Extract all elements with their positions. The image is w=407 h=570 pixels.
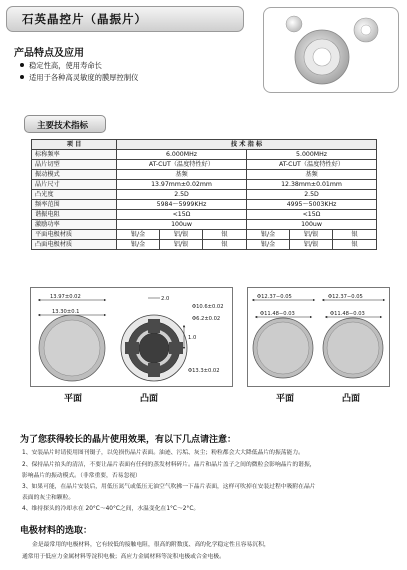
tip-item: 影响晶片的振动模式。（非常重要，否易忽视） (22, 473, 141, 479)
crystal-drawing-12mm (248, 288, 389, 386)
table-row: 谐振电阻 <15Ω <15Ω (32, 210, 377, 220)
dim-label-d1: Φ10.6±0.02 (192, 304, 224, 310)
table-row: 激励功率 100uw 100uw (32, 220, 377, 230)
convex-tab-right (169, 342, 183, 354)
bullet-icon (20, 63, 24, 67)
feature-item: 稳定性高，使用寿命长 (20, 61, 102, 71)
electrode-heading: 电极材料的选取： (20, 526, 93, 536)
features-heading: 产品特点及应用 (14, 48, 84, 59)
caption-flat-13mm: 平面 (64, 394, 83, 404)
dim-label-top: 13.97±0.02 (50, 294, 81, 300)
crystal-drawing-13mm (31, 288, 232, 386)
dim-label-c: Φ12.37−0.05 (328, 294, 363, 300)
caption-convex-13mm: 凸面 (140, 394, 159, 404)
electrode-text: 通常用于低应力金属材料等淀积电极；高应力金属材料等淀积电极或合金电极。 (22, 554, 225, 560)
tip-item: 表面的灰尘和颗粒。 (22, 495, 75, 501)
convex-tab-bottom (148, 363, 160, 377)
product-photo (263, 7, 399, 93)
table-row: 凸面电极材质 银/金 铝/银 银 银/金 铝/银 银 (32, 240, 377, 250)
flat-electrode-12mm (257, 322, 309, 374)
header-item: 项 目 (32, 140, 117, 150)
diagram-12mm (247, 287, 390, 387)
tip-item: 2、保持晶片拍头的清洁，不要让晶片表面有任何的蒸发材料碎片。晶片和晶片盖子之间的微粒会影响晶片的谐振， (22, 462, 316, 468)
table-row: 平面电极材质 银/金 铝/银 银 银/金 铝/银 银 (32, 230, 377, 240)
electrode-text: 金是最常用的电极材料，它有较低的接触电阻，很高的附数度、高的化学稳定性且容易沉积， (32, 542, 270, 548)
dim-label-inner: 13.30±0.1 (52, 309, 80, 315)
table-row: 标称频率 6.000MHz 5.000MHz (32, 150, 377, 160)
dim-label-d2: Φ6.2±0.02 (192, 316, 221, 322)
page-title: 石英晶控片（晶振片） (22, 12, 147, 26)
table-row: 晶片尺寸 13.97mm±0.02mm 12.38mm±0.01mm (32, 180, 377, 190)
feature-item: 适用于各种高灵敏度的膜厚控制仪 (20, 73, 138, 83)
dim-label-10: 1.0 (188, 335, 197, 341)
spec-table (31, 139, 377, 250)
caption-flat-12mm: 平面 (276, 394, 295, 404)
convex-electrode-12mm (327, 322, 379, 374)
tip-item: 3、如果可能，在晶片安装后，用低压氮气或低压无油空气吹拂一下晶片表面，这样可吹掉在安装过程中吸附在晶片 (22, 484, 316, 490)
convex-center-electrode (139, 333, 169, 363)
header-spec: 技 术 指 标 (117, 140, 377, 150)
table-row: 振动模式 基频 基频 (32, 170, 377, 180)
caption-convex-12mm: 凸面 (342, 394, 361, 404)
convex-tab-left (125, 342, 139, 354)
dim-label-a: Φ12.37−0.05 (257, 294, 292, 300)
diagram-13mm (30, 287, 233, 387)
dim-label-2: 2.0 (161, 296, 170, 302)
table-row: 频率范围 5984～5999KHz 4995～5003KHz (32, 200, 377, 210)
bullet-icon (20, 75, 24, 79)
crystal-photo-illustration (264, 8, 398, 92)
tip-item: 1、安装晶片时请使用图刊镊子，以免损伤晶片表面。油迹、污垢、灰尘；粉粒都会大大降低晶片的振荡能力。 (22, 450, 304, 456)
flat-disc-electrode (44, 320, 100, 376)
dim-label-d3: Φ13.3±0.02 (188, 368, 220, 374)
dim-label-b: Φ11.48−0.03 (260, 311, 295, 317)
dim-label-d: Φ11.48−0.03 (330, 311, 365, 317)
tip-item: 4、维持探头的冷却水在 20°C～40°C之间，水温变化在1°C～2°C。 (22, 506, 200, 512)
spec-tab-label: 主要技术指标 (37, 121, 89, 131)
convex-tab-top (148, 319, 160, 333)
table-row: 凸光度 2.5D 2.5D (32, 190, 377, 200)
table-header-row (32, 140, 377, 150)
tips-heading: 为了您获得较长的晶片使用效果，有以下几点请注意： (20, 435, 237, 445)
table-row: 晶片切型 AT-CUT（温度特性好） AT-CUT（温度特性好） (32, 160, 377, 170)
